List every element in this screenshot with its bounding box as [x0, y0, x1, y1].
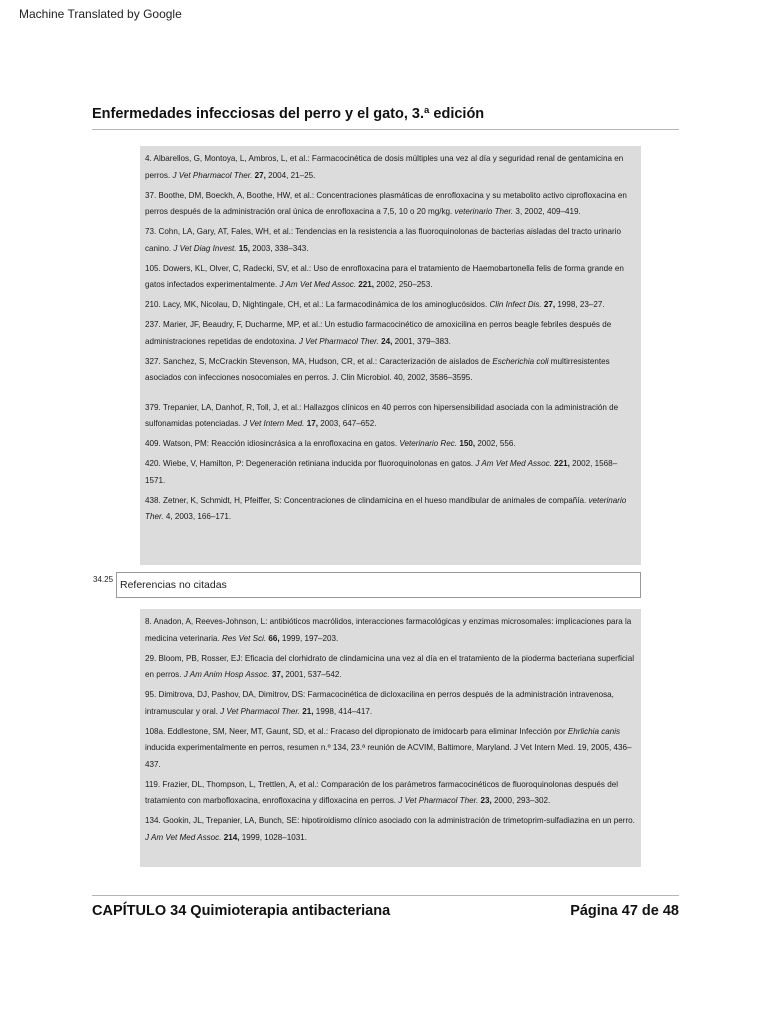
- reference-item: 119. Frazier, DL, Thompson, L, Trettlen, A, et al.: Comparación de los parámetros farmacocinéticos de fluoroquinolonas después del tratamiento con marbofloxacina, enrofloxacina y difloxacina en perros. J Vet Pharmacol Ther. 23, 2000, 293–302.: [145, 779, 618, 805]
- reference-item: 438. Zetner, K, Schmidt, H, Pfeiffer, S: Concentraciones de clindamicina en el hueso mandibular de animales de compañía. veterinario Ther. 4, 2003, 166–171.: [145, 495, 627, 521]
- reference-item: 108a. Eddlestone, SM, Neer, MT, Gaunt, SD, et al.: Fracaso del dipropionato de imidocarb para eliminar Infección por Ehrlichia canis inducida experimentalmente en perros, resumen n.º 134, 23.ª reunión de ACVIM, Baltimore, Maryland. J Vet Intern Med. 19, 2005, 436–437.: [145, 726, 632, 769]
- reference-item: 409. Watson, PM: Reacción idiosincrásica a la enrofloxacina en gatos. Veterinario Rec. 150, 2002, 556.: [145, 439, 516, 448]
- section-number: 34.25: [93, 575, 114, 584]
- reference-item: 237. Marier, JF, Beaudry, F, Ducharme, MP, et al.: Un estudio farmacocinético de amoxicilina en perros beagle febriles después de administraciones repetidas de endotoxina. J Vet Pharmacol Ther. 24, 2001, 379–383.: [145, 320, 612, 346]
- reference-item: 134. Gookin, JL, Trepanier, LA, Bunch, SE: hipotiroidismo clínico asociado con la administración de trimetoprim-sulfadiazina en un perro. J Am Vet Med Assoc. 214, 1999, 1028–1031.: [145, 816, 635, 842]
- reference-item: 8. Anadon, A, Reeves-Johnson, L: antibióticos macrólidos, interacciones farmacológicas y enzimas microsomales: implicaciones para la medicina veterinaria. Res Vet Sci. 66, 1999, 197–203.: [145, 617, 632, 643]
- page-number: Página 47 de 48: [570, 903, 679, 919]
- reference-item: 73. Cohn, LA, Gary, AT, Fales, WH, et al.: Tendencias en la resistencia a las fluoroquinolonas de bacterias aisladas del tracto urinario canino. J Vet Diag Invest. 15, 2003, 338–343.: [145, 227, 621, 253]
- reference-item: 420. Wiebe, V, Hamilton, P: Degeneración retiniana inducida por fluoroquinolonas en gatos. J Am Vet Med Assoc. 221, 2002, 1568–1571.: [145, 459, 618, 485]
- section-heading: Referencias no citadas: [116, 572, 641, 598]
- header-divider: [92, 129, 679, 130]
- machine-translated-banner: Machine Translated by Google: [19, 7, 182, 21]
- book-title: Enfermedades infecciosas del perro y el gato, 3.ª edición: [92, 106, 485, 122]
- reference-item: 379. Trepanier, LA, Danhof, R, Toll, J, et al.: Hallazgos clínicos en 40 perros con hipersensibilidad asociada con la administración de sulfonamidas potenciadas. J Vet Intern Med. 17, 2003, 647–652.: [145, 402, 619, 428]
- footer-divider: [92, 895, 679, 896]
- uncited-references-block: [140, 609, 641, 867]
- reference-item: 95. Dimitrova, DJ, Pashov, DA, Dimitrov, DS: Farmacocinética de dicloxacilina en perros después de la administración intravenosa, intramuscular y oral. J Vet Pharmacol Ther. 21, 1998, 414–417.: [145, 690, 614, 716]
- reference-item: 37. Boothe, DM, Boeckh, A, Boothe, HW, et al.: Concentraciones plasmáticas de enrofloxacina y su metabolito activo ciprofloxacina en perros después de la administración oral única de enrofloxacina a 7,5, 10 o 20 mg/kg. veterinario Ther. 3, 2002, 409–419.: [145, 190, 627, 216]
- reference-item: 327. Sanchez, S, McCrackin Stevenson, MA, Hudson, CR, et al.: Caracterización de aislados de Escherichia coli multirresistentes asociados con infecciones nosocomiales en perros. J. Clin Microbiol. 40, 2002, 3586–3595.: [145, 356, 610, 382]
- cited-references-block: [140, 146, 641, 565]
- reference-item: 210. Lacy, MK, Nicolau, D, Nightingale, CH, et al.: La farmacodinámica de los aminoglucósidos. Clin Infect Dis. 27, 1998, 23–27.: [145, 300, 605, 309]
- reference-item: 4. Albarellos, G, Montoya, L, Ambros, L, et al.: Farmacocinética de dosis múltiples una vez al día y seguridad renal de gentamicina en perros. J Vet Pharmacol Ther. 27, 2004, 21–25.: [145, 154, 624, 180]
- reference-item: 105. Dowers, KL, Olver, C, Radecki, SV, et al.: Uso de enrofloxacina para el tratamiento de Haemobartonella felis de forma grande en gatos infectados experimentalmente. J Am Vet Med Assoc. 221, 2002, 250–253.: [145, 263, 624, 289]
- reference-item: 29. Bloom, PB, Rosser, EJ: Eficacia del clorhidrato de clindamicina una vez al día en el tratamiento de la pioderma bacteriana superficial en perros. J Am Anim Hosp Assoc. 37, 2001, 537–542.: [145, 653, 635, 679]
- chapter-title: CAPÍTULO 34 Quimioterapia antibacteriana: [92, 903, 391, 919]
